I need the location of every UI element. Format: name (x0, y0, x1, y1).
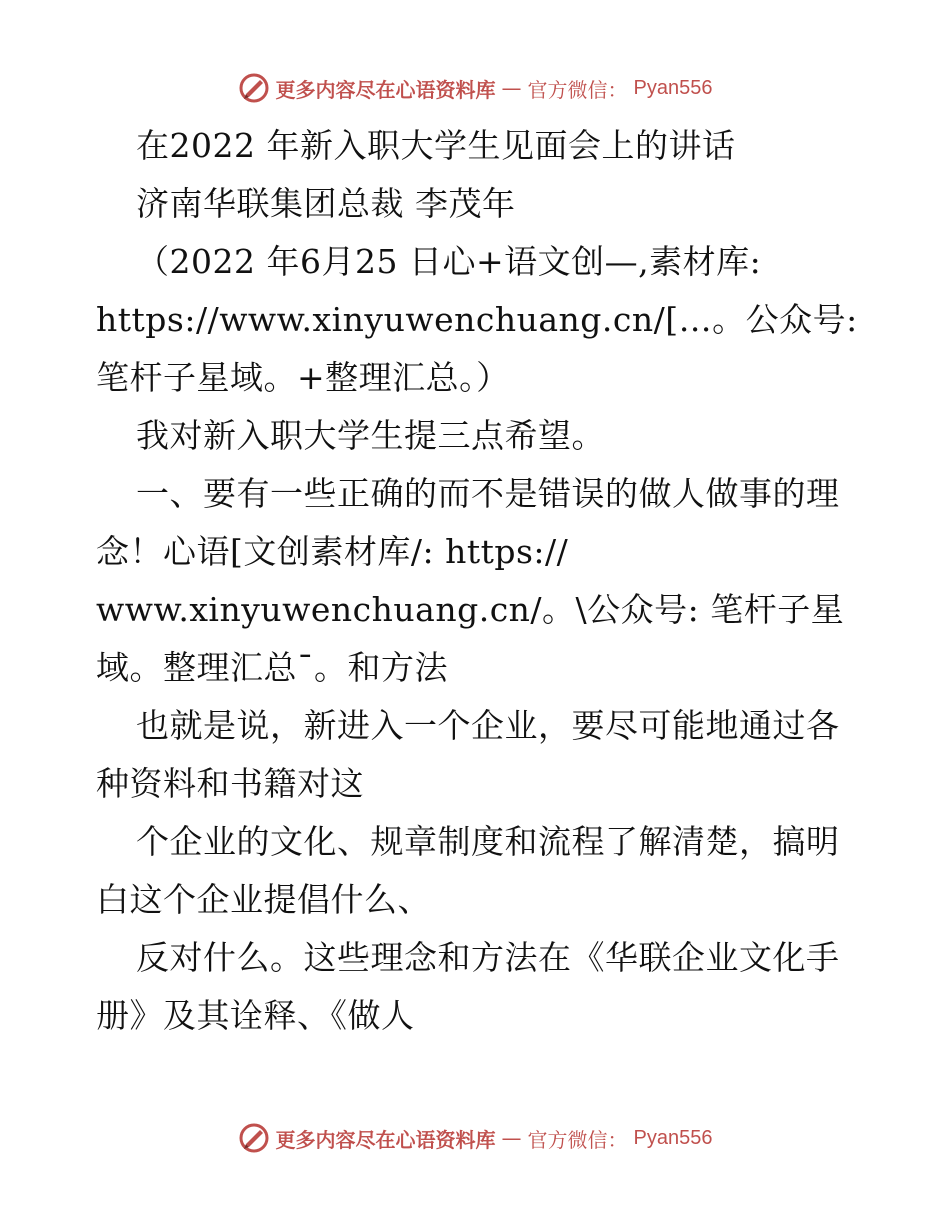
pen-logo-icon (238, 72, 270, 104)
banner-wechat-id: Pyan556 (633, 1126, 713, 1149)
header-watermark-banner (0, 72, 950, 104)
text-line: 册》及其诠释、《做人 (96, 996, 415, 1035)
section-heading: 一、要有一些正确的而不是错误的做人做事的理 (136, 474, 840, 513)
text-line: 种资料和书籍对这 (96, 764, 364, 803)
text-line: 念！心语[文创素材库/: https:// (96, 532, 569, 571)
banner-wechat-id: Pyan556 (633, 76, 713, 99)
text-line: 反对什么。这些理念和方法在《华联企业文化手 (136, 938, 840, 977)
document-body (96, 124, 856, 1052)
text-line: www.xinyuwenchuang.cn/。\公众号: 笔杆子星 (96, 590, 845, 629)
banner-wechat-label: 官方微信： (527, 1127, 628, 1152)
text-line: 我对新入职大学生提三点希望。 (136, 416, 605, 455)
text-line: 也就是说，新进入一个企业，要尽可能地通过各 (136, 706, 840, 745)
pen-logo-icon (238, 1122, 270, 1154)
text-line: 个企业的文化、规章制度和流程了解清楚，搞明 (136, 822, 840, 861)
document-date-note: （2022 年6月25 日心+语文创—,素材库: (136, 242, 762, 281)
text-line: 笔杆子星域。+整理汇总。） (96, 358, 510, 397)
text-line: 白这个企业提倡什么、 (96, 880, 431, 919)
text-line: https://www.xinyuwenchuang.cn/[…。公众号: (96, 300, 858, 339)
banner-slogan: 更多内容尽在心语资料库 (275, 1127, 496, 1152)
document-title: 在2022 年新入职大学生见面会上的讲话 (136, 126, 736, 165)
banner-slogan: 更多内容尽在心语资料库 (275, 77, 496, 102)
banner-separator: — (501, 76, 522, 100)
footer-watermark-banner (0, 1122, 950, 1154)
banner-wechat-label: 官方微信： (527, 77, 628, 102)
document-author: 济南华联集团总裁 李茂年 (136, 184, 516, 223)
banner-separator: — (501, 1126, 522, 1150)
text-line: 域。整理汇总¯。和方法 (96, 648, 448, 687)
